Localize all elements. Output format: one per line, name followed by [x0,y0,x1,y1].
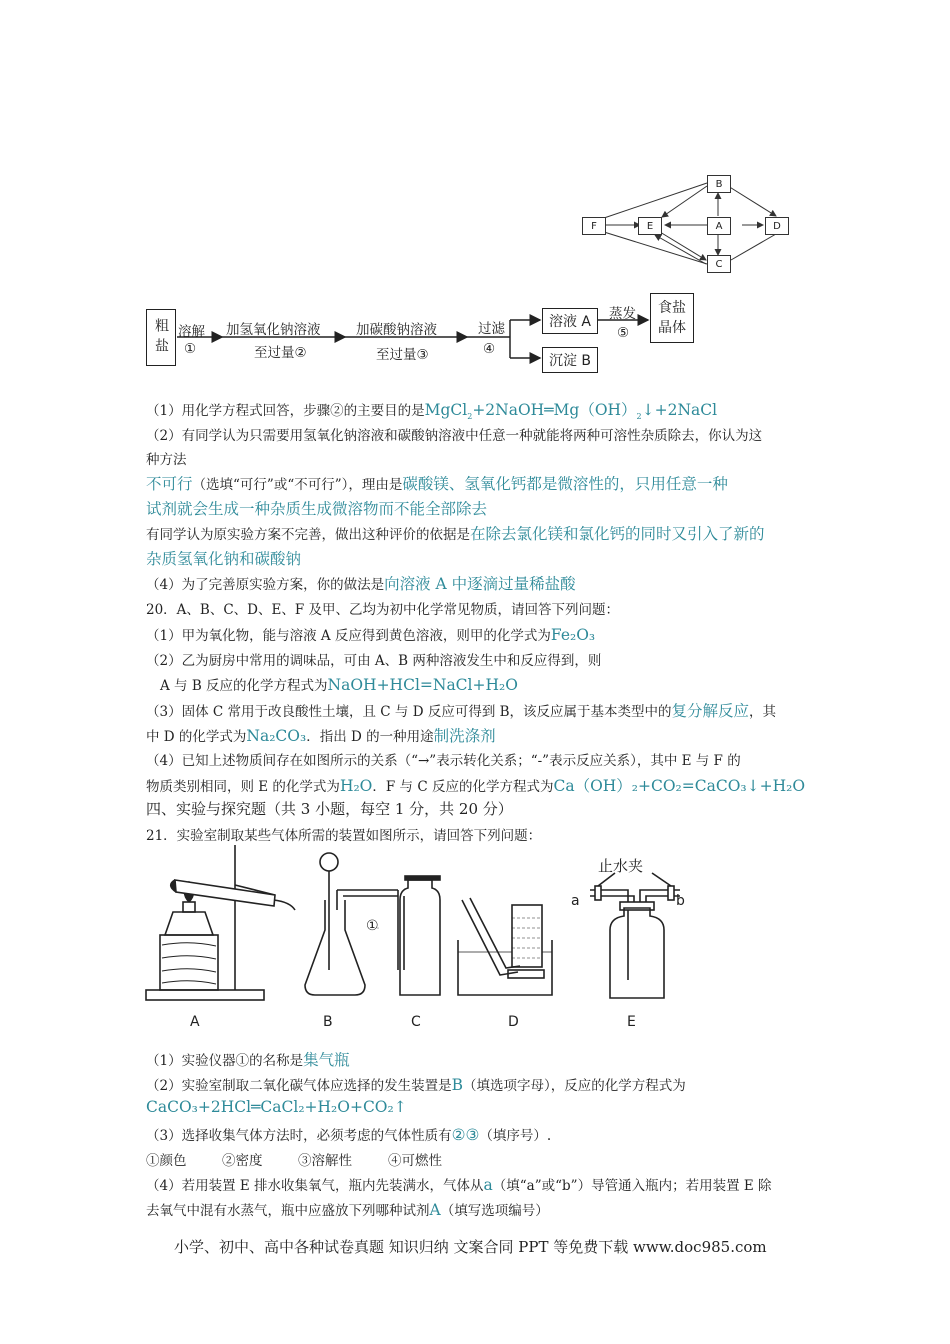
q21-part4: （4）若用装置 E 排水收集氧气，瓶内先装满水，气体从a（填“a”或“b”）导管通入瓶内；若用装置 E 除 [146,1176,772,1194]
flow-step1-label: 溶解 [178,324,205,340]
flow-step1-num: ① [184,341,197,357]
q19-part2-ans2: 试剂就会生成一种杂质生成微溶物而不能全部除去 [146,500,488,518]
q20-part4: （4）已知上述物质间存在如图所示的关系（“→”表示转化关系；“-”表示反应关系），其中 E 与 F 的 [146,753,741,769]
option-1: ①颜色 [146,1153,187,1169]
q19-part3-ans2: 杂质氢氧化钠和碳酸钠 [146,550,302,568]
node-d: D [765,217,789,235]
node-b: B [707,175,731,193]
q19-part2-q1: （2）有同学认为只需要用氢氧化钠溶液和碳酸钠溶液中任意一种就能将两种可溶性杂质除去，你认为这 [146,428,763,444]
q20-part2: （2）乙为厨房中常用的调味品，可由 A、B 两种溶液发生中和反应得到，则 [146,653,602,669]
flow-step3-sub: 至过量③ [376,347,429,363]
q21-part1: （1）实验仪器①的名称是集气瓶 [146,1051,350,1069]
q19-part4: （4）为了完善原实验方案，你的做法是向溶液 A 中逐滴过量稀盐酸 [146,575,576,593]
flow-start-box: 粗盐 [146,309,176,366]
footer-text: 小学、初中、高中各种试卷真题 知识归纳 文案合同 PPT 等免费下载 www.doc985.com [174,1238,767,1256]
apparatus-label-d: D [508,1014,519,1030]
q20-stem: 20．A、B、C、D、E、F 及甲、乙均为初中化学常见物质，请回答下列问题： [146,602,620,618]
node-e: E [638,217,662,235]
apparatus-label-b: B [323,1014,333,1030]
flow-product-box: 食盐晶体 [650,293,694,343]
flow-step3-label: 加碳酸钠溶液 [356,322,437,338]
section4-heading: 四、实验与探究题（共 3 小题，每空 1 分，共 20 分） [146,800,513,818]
q21-part4-line2: 去氧气中混有水蒸气，瓶中应盛放下列哪种试剂A（填写选项编号） [146,1201,549,1219]
flow-step4-num: ④ [483,341,496,357]
flow-step5-label: 蒸发 [609,306,636,322]
q20-part4-line2: 物质类别相同，则 E 的化学式为H₂O．F 与 C 反应的化学方程式为Ca（OH）₂+CO₂=CaCO₃↓+H₂O [146,777,806,795]
gas-jar-mark: ① [366,918,379,934]
apparatus-label-e: E [627,1014,636,1030]
q20-part3-line2: 中 D 的化学式为Na₂CO₃．指出 D 的一种用途制洗涤剂 [146,727,496,745]
flow-step2-label: 加氢氧化钠溶液 [226,322,321,338]
flow-step2-sub: 至过量② [254,345,307,361]
q19-part2-ans: 不可行（选填“可行”或“不可行”），理由是碳酸镁、氢氧化钙都是微溶性的，只用任意一种 [146,475,728,493]
q20-part2-eq: A 与 B 反应的化学方程式为NaOH+HCl=NaCl+H₂O [160,676,518,694]
option-3: ③溶解性 [298,1153,352,1169]
node-a: A [707,217,731,235]
option-2: ②密度 [222,1153,263,1169]
q21-options [146,1149,442,1169]
node-f: F [582,217,606,235]
node-c: C [707,255,731,273]
tube-a-label: a [571,893,580,909]
flow-step4-label: 过滤 [478,321,505,337]
tube-b-label: b [676,893,685,909]
q20-part3: （3）固体 C 常用于改良酸性土壤，且 C 与 D 反应可得到 B，该反应属于基本类型中的复分解反应，其 [146,702,777,720]
q21-part3: （3）选择收集气体方法时，必须考虑的气体性质有②③（填序号）. [146,1126,552,1144]
q19-part3: 有同学认为原实验方案不完善，做出这种评价的依据是在除去氯化镁和氯化钙的同时又引入了新的 [146,525,765,543]
q21-part2: （2）实验室制取二氧化碳气体应选择的发生装置是B（填选项字母），反应的化学方程式为 [146,1076,686,1094]
option-4: ④可燃性 [388,1153,442,1169]
q21-part2-eq: CaCO₃+2HCl═CaCl₂+H₂O+CO₂↑ [146,1098,407,1116]
flow-solution-box: 溶液 A [542,308,598,334]
flow-precipitate-box: 沉淀 B [542,347,598,373]
q20-part1: （1）甲为氧化物，能与溶液 A 反应得到黄色溶液，则甲的化学式为Fe₂O₃ [146,626,596,644]
flow-step5-num: ⑤ [617,325,630,341]
q21-stem: 21．实验室制取某些气体所需的装置如图所示，请回答下列问题： [146,828,542,844]
apparatus-label-c: C [411,1014,421,1030]
apparatus-label-a: A [190,1014,200,1030]
q19-part1: （1）用化学方程式回答，步骤②的主要目的是$MgCl_2+2NaOH═Mg(OH)_2↓+2NaCl$ [146,401,718,422]
q19-part2-q2: 种方法 [146,452,187,468]
clamp-label: 止水夹 [598,857,644,875]
